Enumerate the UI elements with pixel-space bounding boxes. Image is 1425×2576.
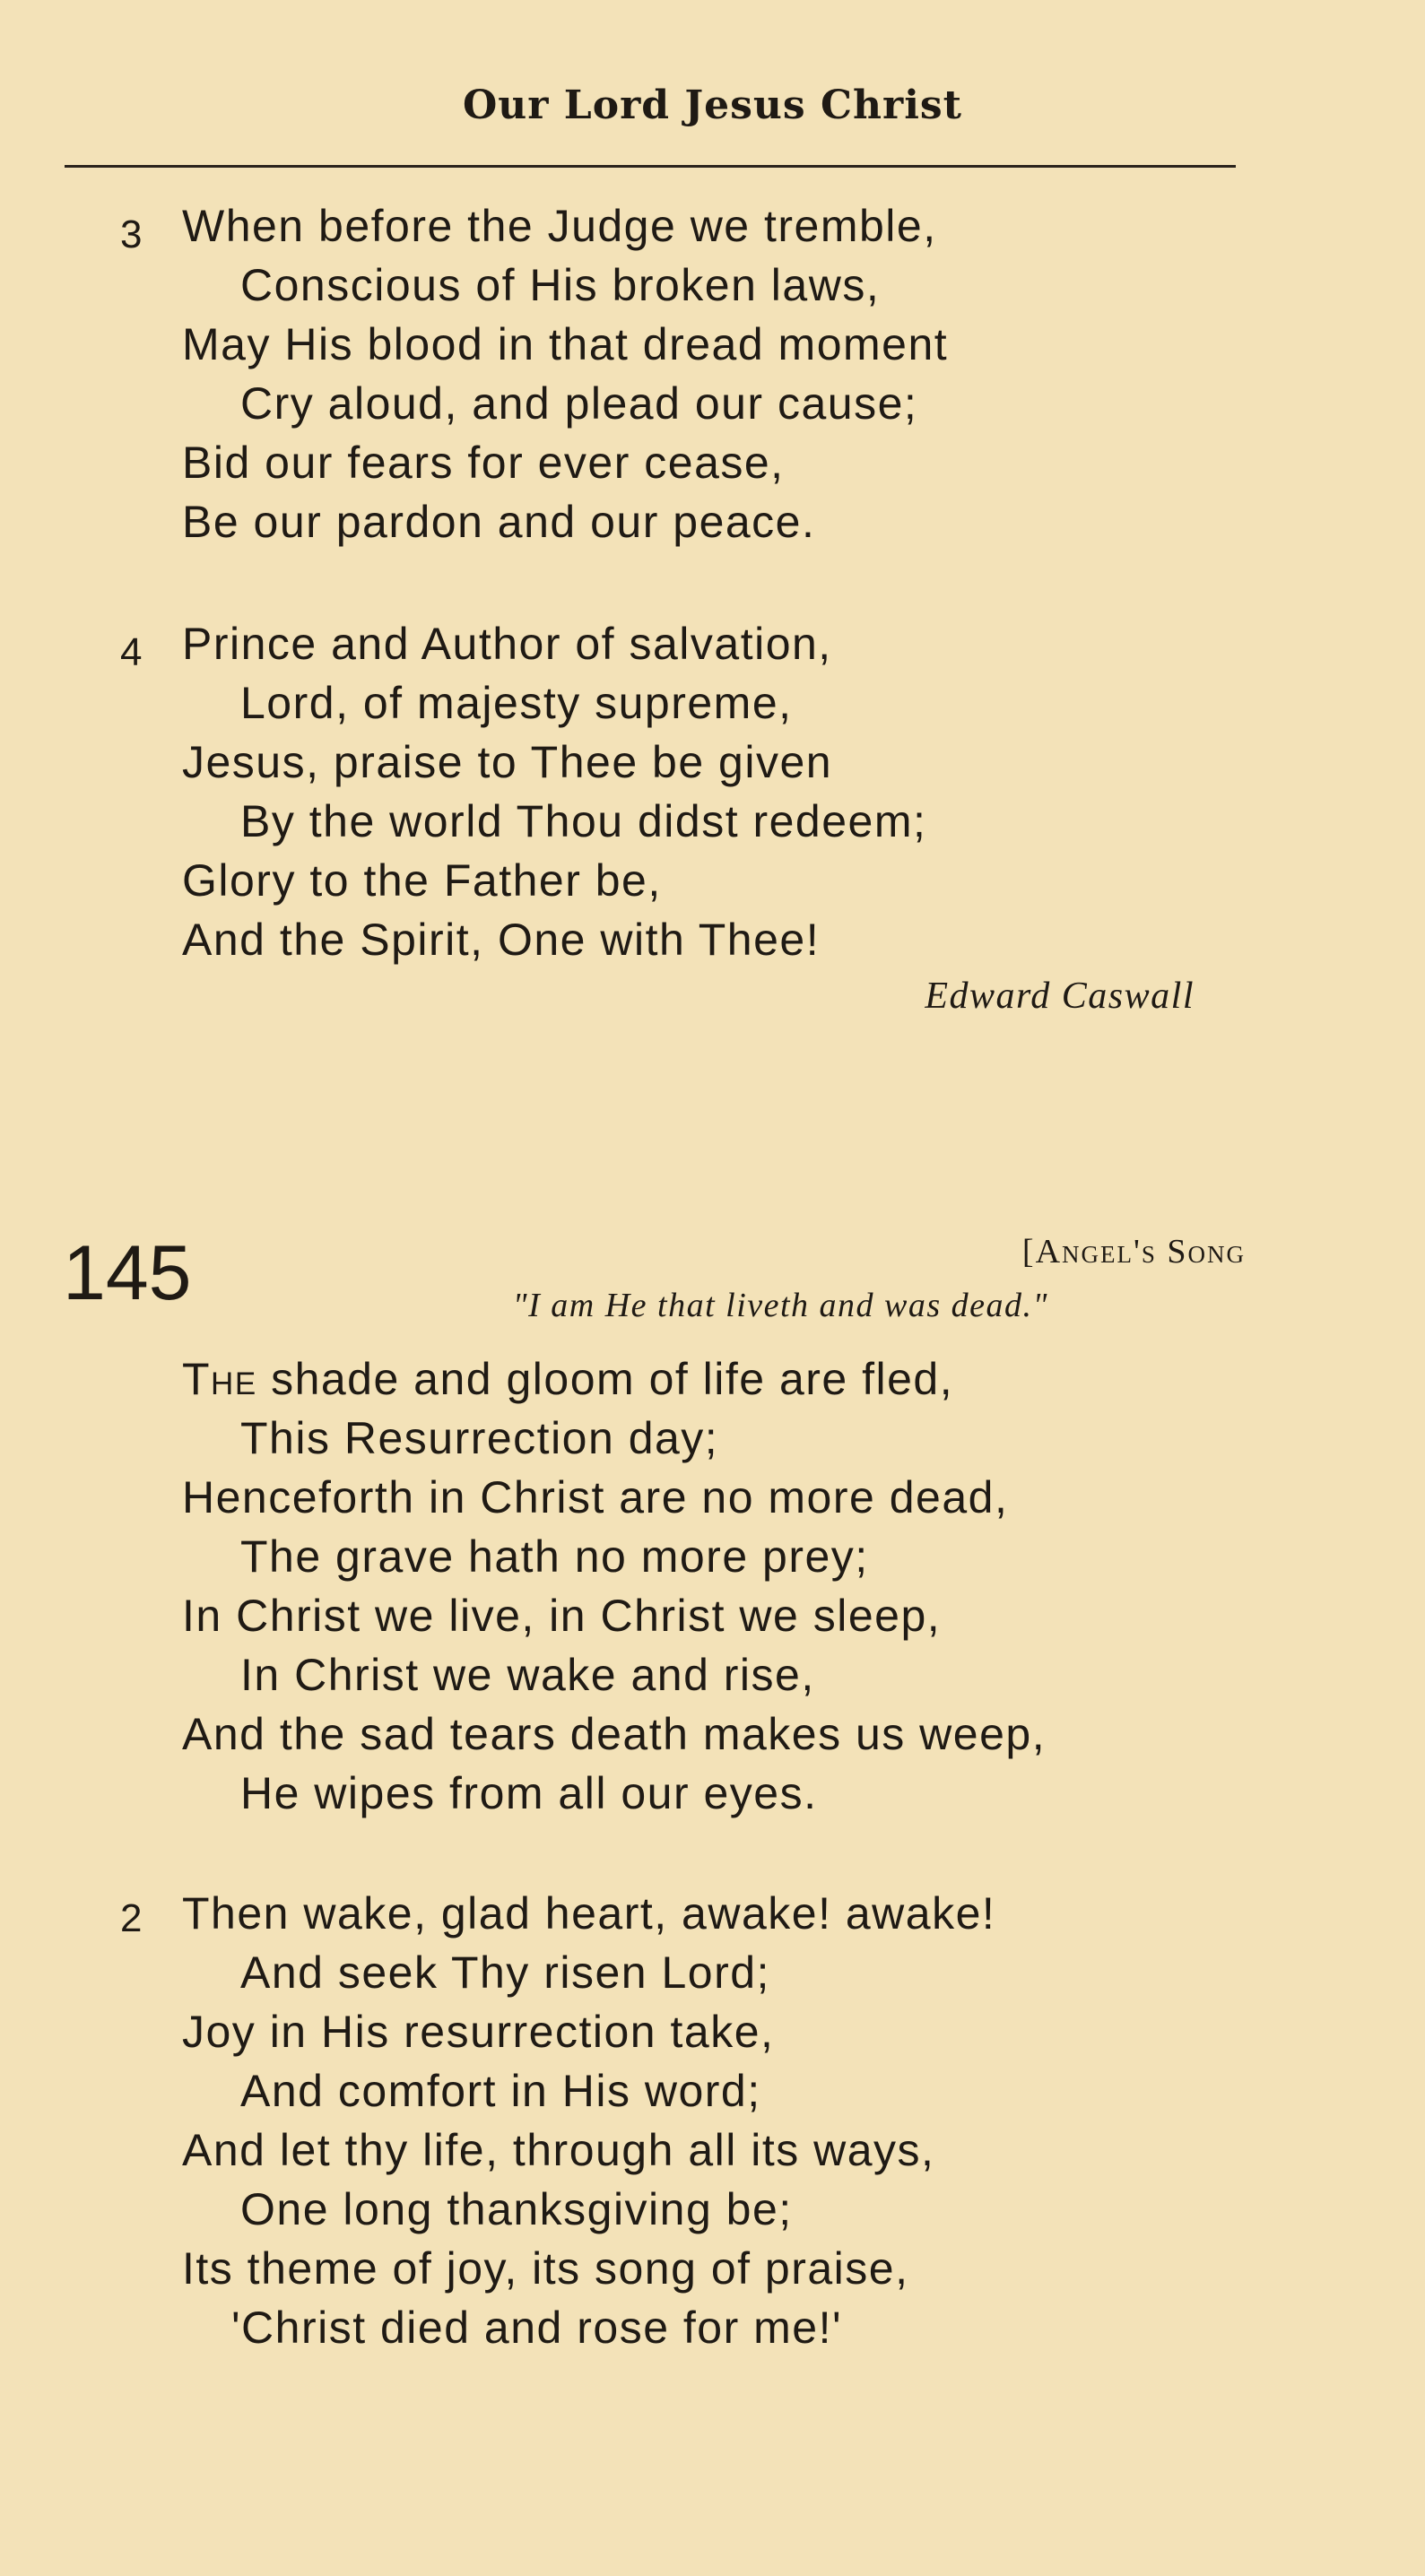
hymn-number: 145 <box>63 1230 192 1316</box>
verse-line: Bid our fears for ever cease, <box>182 438 785 488</box>
verse-line: In Christ we wake and rise, <box>240 1650 815 1700</box>
verse-line: Be our pardon and our peace. <box>182 497 816 547</box>
verse-line: shade and gloom of life are fled, <box>256 1354 954 1404</box>
verse-line: May His blood in that dread moment <box>182 319 949 369</box>
verse-line: Its theme of joy, its song of praise, <box>182 2243 909 2294</box>
verse-line: In Christ we live, in Christ we sleep, <box>182 1591 942 1641</box>
verse-line: This Resurrection day; <box>240 1413 719 1463</box>
verse-line: 'Christ died and rose for me!' <box>231 2303 843 2353</box>
verse-line: Prince and Author of salvation, <box>182 619 832 669</box>
tune-name: [Angel's Song <box>1021 1233 1246 1271</box>
verse-line: And let thy life, through all its ways, <box>182 2125 935 2175</box>
verse-line: Then wake, glad heart, awake! awake! <box>182 1888 996 1939</box>
epigraph: "I am He that liveth and was dead." <box>512 1287 1048 1324</box>
verse-line: Joy in His resurrection take, <box>182 2007 775 2057</box>
verse-line: Glory to the Father be, <box>182 855 662 906</box>
verse-line: And comfort in His word; <box>240 2066 761 2116</box>
verse-line: And the Spirit, One with Thee! <box>182 915 821 965</box>
author-attribution: Edward Caswall <box>925 976 1195 1017</box>
verse-number: 2 <box>120 1896 143 1940</box>
verse-first-line <box>182 1352 953 1406</box>
verse-line: The grave hath no more prey; <box>240 1531 869 1582</box>
verse-line: Jesus, praise to Thee be given <box>182 737 833 787</box>
verse-number: 3 <box>120 212 143 256</box>
verse-line: By the world Thou didst redeem; <box>240 796 927 846</box>
verse-number: 4 <box>120 630 143 674</box>
verse-line: Conscious of His broken laws, <box>240 260 881 310</box>
header-rule <box>65 165 1236 168</box>
opening-word: The <box>182 1354 257 1404</box>
verse-line: And seek Thy risen Lord; <box>240 1947 770 1998</box>
verse-line: And the sad tears death makes us weep, <box>182 1709 1047 1759</box>
verse-line: When before the Judge we tremble, <box>182 201 937 251</box>
running-head: Our Lord Jesus Christ <box>462 82 963 128</box>
verse-line: One long thanksgiving be; <box>240 2184 793 2234</box>
verse-line: Lord, of majesty supreme, <box>240 678 793 728</box>
verse-line: Henceforth in Christ are no more dead, <box>182 1472 1009 1522</box>
verse-line: He wipes from all our eyes. <box>240 1768 818 1818</box>
verse-line: Cry aloud, and plead our cause; <box>240 378 918 429</box>
